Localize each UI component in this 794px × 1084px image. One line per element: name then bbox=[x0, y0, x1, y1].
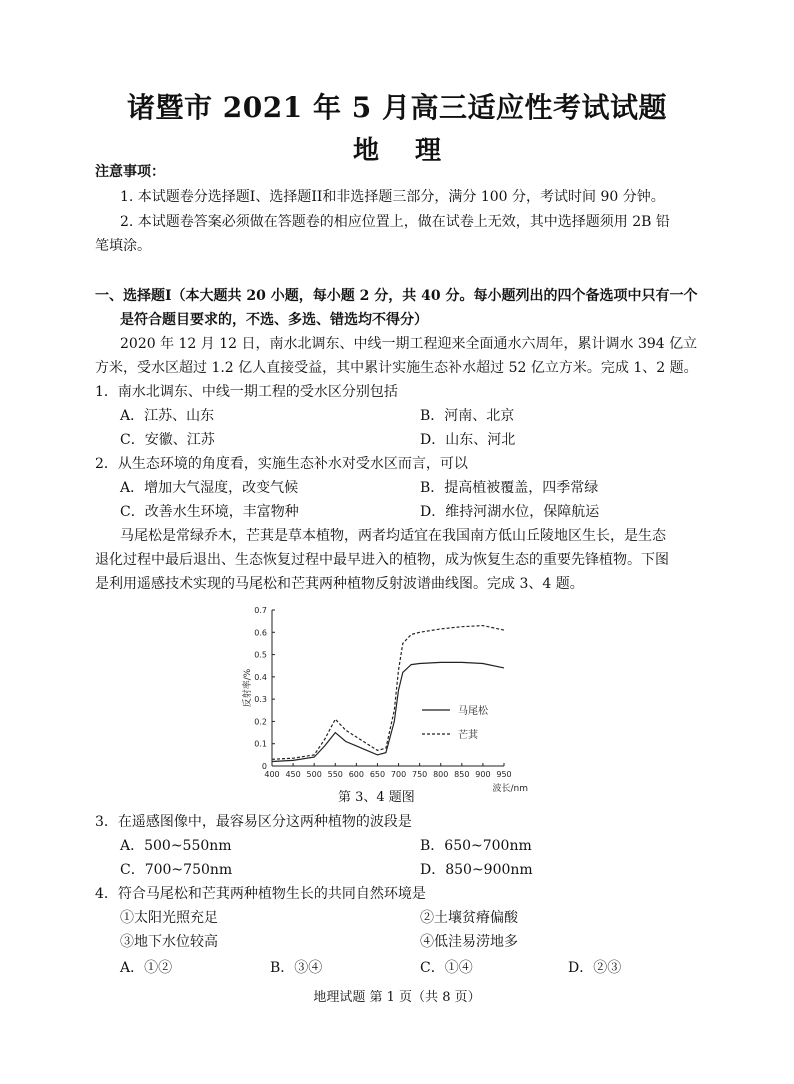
x-tick-label: 400 bbox=[264, 770, 280, 779]
reflectance-spectrum-chart bbox=[236, 602, 536, 802]
y-tick-label: 0.2 bbox=[254, 717, 267, 727]
q2-stem: 2．从生态环境的角度看，实施生态补水对受水区而言，可以 bbox=[95, 456, 468, 472]
subject-title: 地理 bbox=[352, 136, 477, 166]
y-tick-label: 0.5 bbox=[254, 650, 267, 660]
q3-option-b: B．650~700nm bbox=[420, 838, 532, 854]
y-tick-label: 0.7 bbox=[254, 606, 267, 615]
page-footer: 地理试题 第 1 页（共 8 页） bbox=[313, 990, 481, 1005]
legend-label-2: 芒萁 bbox=[458, 730, 478, 741]
q2-option-c: C．改善水生环境，丰富物种 bbox=[120, 504, 299, 520]
q2-option-a: A．增加大气湿度，改变气候 bbox=[120, 480, 299, 496]
q4-statement-1: ①太阳光照充足 bbox=[120, 910, 218, 926]
q1-option-a: A．江苏、山东 bbox=[120, 408, 215, 424]
notes-item-1: 1. 本试题卷分选择题I、选择题II和非选择题三部分，满分 100 分，考试时间 90 分钟。 bbox=[120, 189, 665, 205]
q3-option-c: C．700~750nm bbox=[120, 862, 233, 878]
x-tick-label: 700 bbox=[390, 770, 407, 779]
x-tick-label: 600 bbox=[348, 770, 365, 779]
passage2-line1: 马尾松是常绿乔木，芒萁是草本植物，两者均适宜在我国南方低山丘陵地区生长，是生态 bbox=[120, 528, 666, 544]
q1-option-d: D．山东、河北 bbox=[420, 432, 516, 448]
x-tick-label: 800 bbox=[433, 770, 449, 779]
y-tick-label: 0 bbox=[261, 762, 267, 771]
x-tick-label: 950 bbox=[496, 770, 512, 779]
section-heading-b: 是符合题目要求的，不选、多选、错选均不得分） bbox=[120, 312, 428, 328]
q3-option-d: D．850~900nm bbox=[420, 862, 533, 878]
figure-caption: 第 3、4 题图 bbox=[338, 790, 415, 805]
q2-option-d: D．维持河湖水位，保障航运 bbox=[420, 504, 600, 520]
q4-option-b: B．③④ bbox=[270, 960, 323, 976]
y-axis-label: 反射率/% bbox=[243, 668, 253, 708]
q4-option-d: D．②③ bbox=[568, 960, 622, 976]
y-tick-label: 0.4 bbox=[254, 672, 267, 682]
x-tick-label: 500 bbox=[306, 770, 322, 779]
chart-axes bbox=[241, 606, 528, 794]
passage1-line1: 2020 年 12 月 12 日，南水北调东、中线一期工程迎来全面通水六周年，累计调水 394 亿立 bbox=[120, 336, 698, 352]
page-title: 诸暨市 2021 年 5 月高三适应性考试试题 bbox=[127, 91, 667, 124]
passage2-line3: 是利用遥感技术实现的马尾松和芒萁两种植物反射波谱曲线图。完成 3、4 题。 bbox=[95, 576, 584, 592]
q4-option-c: C．①④ bbox=[420, 960, 473, 976]
passage2-line2: 退化过程中最后退出、生态恢复过程中最早进入的植物，成为恢复生态的重要先锋植物。下图 bbox=[95, 552, 669, 568]
legend-label-1: 马尾松 bbox=[458, 706, 488, 717]
q1-option-c: C．安徽、江苏 bbox=[120, 432, 215, 448]
x-tick-label: 850 bbox=[454, 770, 470, 779]
x-tick-label: 900 bbox=[475, 770, 491, 779]
q4-statement-4: ④低洼易涝地多 bbox=[420, 934, 518, 950]
x-tick-label: 550 bbox=[327, 770, 343, 779]
x-tick-label: 450 bbox=[285, 770, 301, 779]
x-tick-label: 650 bbox=[369, 770, 386, 779]
x-tick-label: 750 bbox=[411, 770, 428, 779]
chart-legend bbox=[422, 704, 489, 741]
notes-item-2b: 笔填涂。 bbox=[95, 238, 151, 254]
y-tick-label: 0.1 bbox=[254, 739, 267, 749]
passage1-line2: 方米，受水区超过 1.2 亿人直接受益，其中累计实施生态补水超过 52 亿立方米。完成 1、2 题。 bbox=[95, 360, 698, 376]
chart-series bbox=[272, 626, 504, 762]
notes-item-2a: 2. 本试题卷答案必须做在答题卷的相应位置上，做在试卷上无效，其中选择题须用 2B 铅 bbox=[120, 214, 670, 230]
q1-option-b: B．河南、北京 bbox=[420, 408, 515, 424]
q4-statement-3: ③地下水位较高 bbox=[120, 934, 218, 950]
y-tick-label: 0.6 bbox=[254, 628, 267, 638]
q2-option-b: B．提高植被覆盖，四季常绿 bbox=[420, 480, 599, 496]
q4-option-a: A．①② bbox=[120, 960, 173, 976]
y-tick-label: 0.3 bbox=[254, 695, 267, 705]
q1-stem: 1．南水北调东、中线一期工程的受水区分别包括 bbox=[95, 384, 398, 400]
notes-heading: 注意事项： bbox=[95, 164, 165, 180]
x-axis-label: 波长/nm bbox=[492, 784, 528, 794]
section-heading-a: 一、选择题I（本大题共 20 小题，每小题 2 分，共 40 分。每小题列出的四个备选项中只有一个 bbox=[95, 288, 698, 304]
q4-stem: 4．符合马尾松和芒萁两种植物生长的共同自然环境是 bbox=[95, 886, 426, 902]
q3-option-a: A．500~550nm bbox=[120, 838, 232, 854]
q3-stem: 3．在遥感图像中，最容易区分这两种植物的波段是 bbox=[95, 814, 412, 830]
q4-statement-2: ②土壤贫瘠偏酸 bbox=[420, 910, 518, 926]
